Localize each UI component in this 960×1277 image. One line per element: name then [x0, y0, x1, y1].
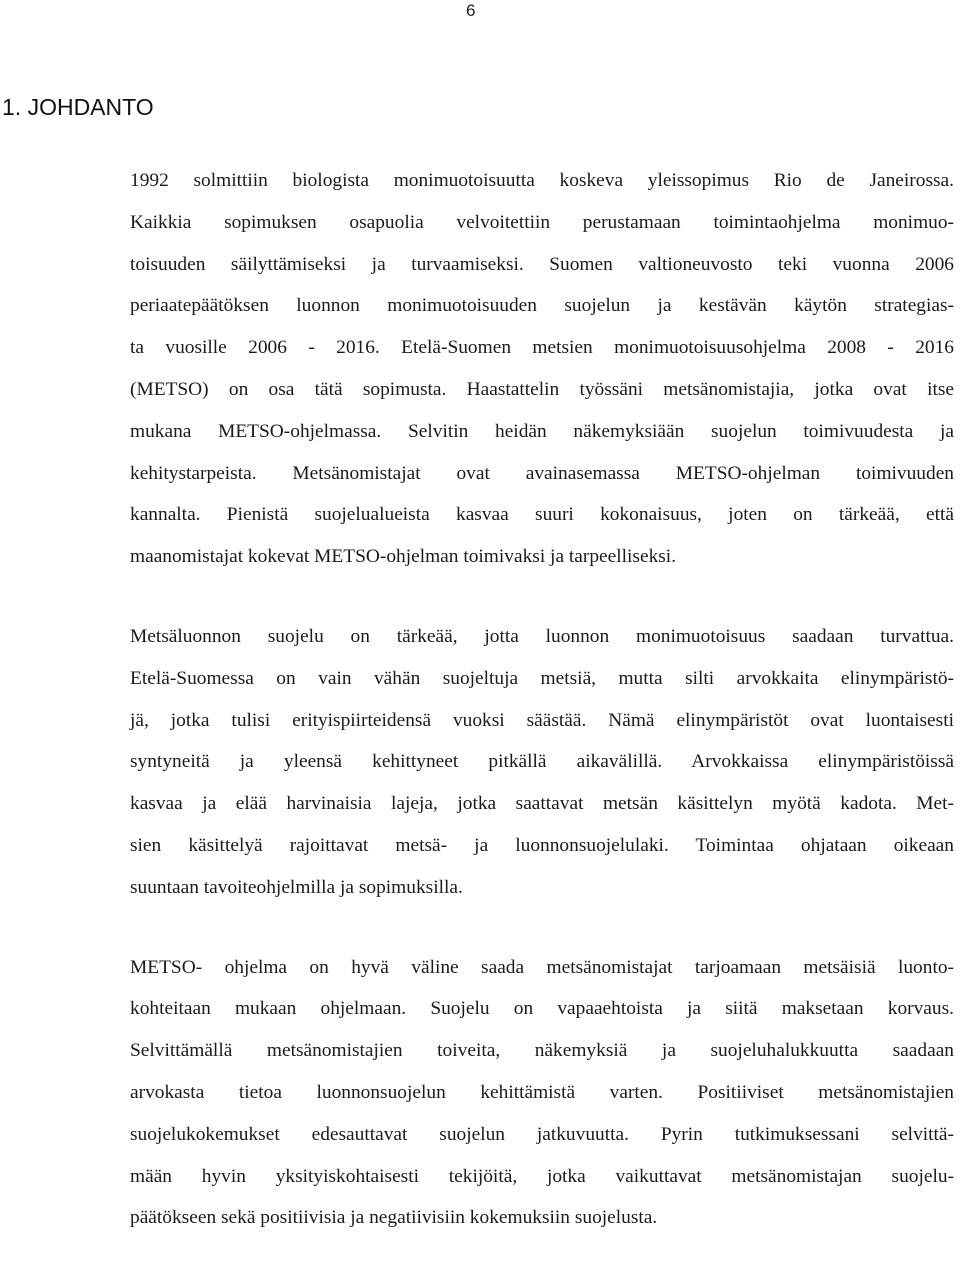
paragraph-line: sien käsittelyä rajoittavat metsä- ja luonnonsuojelulaki. Toimintaa ohjataan oikeaan — [130, 834, 954, 856]
paragraph-line: Metsäluonnon suojelu on tärkeää, jotta luonnon monimuotoisuus saadaan turvattua. — [130, 625, 954, 647]
paragraph-line: ta vuosille 2006 - 2016. Etelä-Suomen metsien monimuotoisuusohjelma 2008 - 2016 — [130, 337, 954, 359]
paragraph-line: kannalta. Pienistä suojelualueista kasvaa suuri kokonaisuus, joten on tärkeää, että — [130, 504, 954, 526]
paragraph-line: päätökseen sekä positiivisia ja negatiivisiin kokemuksiin suojelusta. — [130, 1207, 658, 1229]
paragraph-line: Kaikkia sopimuksen osapuolia velvoitettiin perustamaan toimintaohjelma monimuo- — [130, 211, 954, 233]
paragraph-line: kohteitaan mukaan ohjelmaan. Suojelu on vapaaehtoista ja siitä maksetaan korvaus. — [130, 998, 954, 1020]
page-number: 6 — [466, 1, 476, 20]
paragraph-line: kasvaa ja elää harvinaisia lajeja, jotka saattavat metsän käsittelyn myötä kadota. Met- — [130, 793, 954, 815]
paragraph-line: METSO- ohjelma on hyvä väline saada metsänomistajat tarjoamaan metsäisiä luonto- — [130, 956, 954, 978]
paragraph-line: mukana METSO-ohjelmassa. Selvitin heidän näkemyksiään suojelun toimivuudesta ja — [130, 420, 954, 442]
body-text — [130, 160, 954, 1277]
paragraph-line: maanomistajat kokevat METSO-ohjelman toimivaksi ja tarpeelliseksi. — [130, 546, 677, 568]
paragraph-line: Selvittämällä metsänomistajien toiveita, näkemyksiä ja suojeluhalukkuutta saadaan — [130, 1040, 954, 1062]
paragraph-2 — [130, 616, 954, 909]
paragraph-line: 1992 solmittiin biologista monimuotoisuutta koskeva yleissopimus Rio de Janeirossa. — [130, 170, 954, 191]
paragraph-line: toisuuden säilyttämiseksi ja turvaamiseksi. Suomen valtioneuvosto teki vuonna 2006 — [130, 253, 954, 275]
paragraph-line: jä, jotka tulisi erityispiirteidensä vuoksi säästää. Nämä elinympäristöt ovat luontaisesti — [130, 709, 954, 731]
paragraph-3 — [130, 947, 954, 1240]
paragraph-line: arvokasta tietoa luonnonsuojelun kehittämistä varten. Positiiviset metsänomistajien — [130, 1081, 954, 1103]
paragraph-line: syntyneitä ja yleensä kehittyneet pitkällä aikavälillä. Arvokkaissa elinympäristöissä — [130, 751, 954, 773]
paragraph-line: suojelukokemukset edesauttavat suojelun jatkuvuutta. Pyrin tutkimuksessani selvittä- — [130, 1123, 954, 1145]
paragraph-1 — [130, 160, 954, 578]
paragraph-line: kehitystarpeista. Metsänomistajat ovat avainasemassa METSO-ohjelman toimivuuden — [130, 462, 954, 484]
paragraph-line: (METSO) on osa tätä sopimusta. Haastattelin työssäni metsänomistajia, jotka ovat itse — [130, 378, 954, 400]
paragraph-line: suuntaan tavoiteohjelmilla ja sopimuksilla. — [130, 876, 463, 898]
paragraph-line: mään hyvin yksityiskohtaisesti tekijöitä, jotka vaikuttavat metsänomistajan suojelu- — [130, 1165, 954, 1187]
chapter-heading: 1. JOHDANTO — [2, 94, 154, 120]
paragraph-line: Etelä-Suomessa on vain vähän suojeltuja metsiä, mutta silti arvokkaita elinympäristö- — [130, 667, 954, 689]
paragraph-line: periaatepäätöksen luonnon monimuotoisuuden suojelun ja kestävän käytön strategias- — [130, 295, 954, 317]
